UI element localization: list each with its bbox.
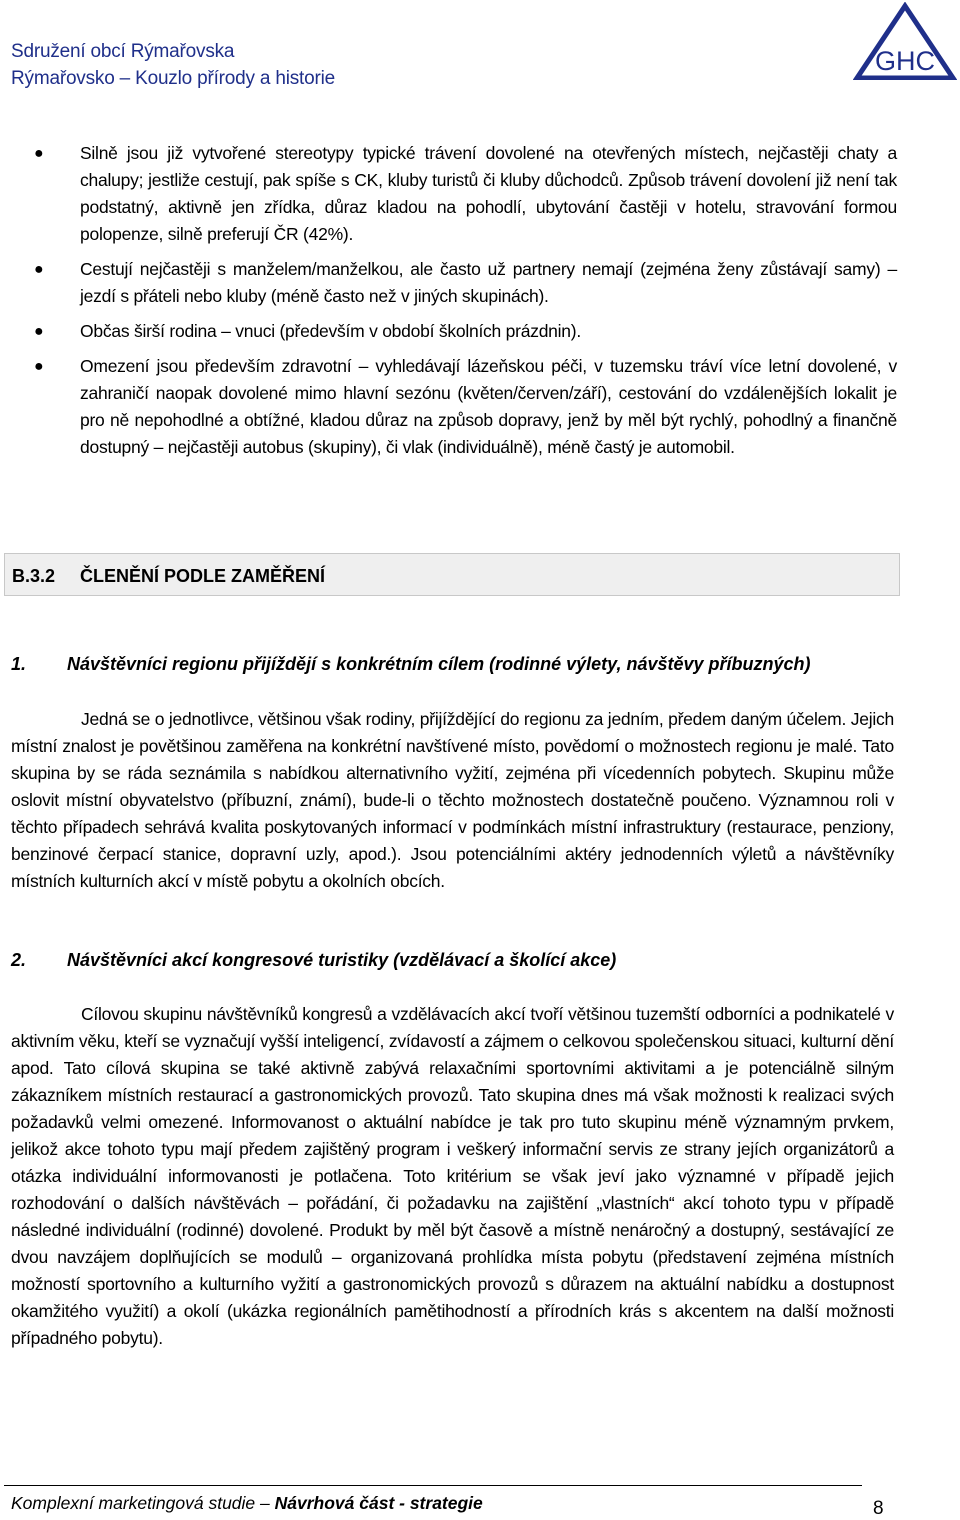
- subsection-title: Návštěvníci akcí kongresové turistiky (vzdělávací a školící akce): [67, 950, 617, 970]
- footer-title-bold: Návrhová část - strategie: [274, 1493, 483, 1513]
- subsection-heading: [11, 654, 811, 675]
- subsection-heading: [11, 950, 616, 971]
- footer-divider: [4, 1485, 862, 1486]
- paragraph: Cílovou skupinu návštěvníků kongresů a vzdělávacích akcí tvoří většinou tuzemští odborníci a podnikatelé v aktivním věku, kteří se vyznačují vyšší inteligencí, zvídavostí a zájmem o celkovou společenskou situaci, kulturní dění apod. Tato cílová skupina se také aktivně zabývá relaxačními sportovními aktivitami a je potenciálně silným zákazníkem místních restaurací a gastronomických provozů. Tato skupina dnes má však možnosti k realizaci svých požadavků velmi omezené. Informovanost o aktuální nabídce je tak pro tuto skupinu méně významným prvkem, jelikož akce tohoto typu mají předem zajištěný program i veškerý informační servis ze strany jejích organizátorů a otázka individuální informovanosti je potlačena. Toto kritérium se však jeví jako významné v případě jejich rozhodování o dalších návštěvách – pořádání, či požadavku na zajištění „vlastních“ akcí tohoto typu v případě následné individuální (rodinné) dovolené. Produkt by měl být časově a místně nenáročný a dostupný, sestávající ze dvou navzájem doplňujících se modulů – organizovaná prohlídka místa pobytu (představení zejména místních možností sportovního a kulturního vyžití a gastronomických provozů s důrazem na aktuální nabídku a dostupnost okamžitého využití) a okolí (ukázka regionálních pamětihodností a přírodních krás s akcentem na další možnosti případného pobytu).: [11, 1004, 894, 1348]
- bullet-text: Občas širší rodina – vnuci (především v období školních prázdnin).: [80, 321, 581, 341]
- ghc-logo: [853, 2, 957, 80]
- bullet-item: [34, 353, 897, 461]
- bullet-icon: ●: [34, 145, 44, 162]
- header-subtitle: Rýmařovsko – Kouzlo přírody a historie: [11, 68, 335, 89]
- bullet-icon: ●: [34, 323, 44, 340]
- bullet-text: Silně jsou již vytvořené stereotypy typické trávení dovolené na otevřených místech, nejčastěji chaty a chalupy; jestliže cestují, pak spíše s CK, kluby turistů či kluby důchodců. Způsob trávení dovolení již není tak podstatný, aktivně jen zřídka, důraz kladou na pohodlí, ubytování častěji v hotelu, stravování formou polopenze, silně preferují ČR (42%).: [80, 143, 897, 244]
- header-organization: Sdružení obcí Rýmařovska: [11, 41, 235, 62]
- bullet-list: [34, 140, 897, 469]
- bullet-item: [34, 256, 897, 310]
- page-number: 8: [873, 1498, 884, 1519]
- bullet-text: Cestují nejčastěji s manželem/manželkou, ale často už partnery nemají (zejména ženy zůstávají samy) – jezdí s přáteli nebo kluby (méně často než v jiných skupinách).: [80, 259, 897, 306]
- subsection-number: 1.: [11, 654, 27, 674]
- bullet-text: Omezení jsou především zdravotní – vyhledávají lázeňskou péči, v tuzemsku tráví více letní dovolené, v zahraničí naopak dovolené mimo hlavní sezónu (květen/červen/září), cestování do vzdálenějších lokalit je pro ně nepohodlné a obtížné, kladou důraz na způsob dopravy, jenž by měl být rychlý, pohodlný a finančně dostupný – nejčastěji autobus (skupiny), či vlak (individuálně), méně častý je automobil.: [80, 356, 897, 457]
- subsection-title: Návštěvníci regionu přijíždějí s konkrétním cílem (rodinné výlety, návštěvy příbuzných): [67, 654, 811, 674]
- paragraph: Jedná se o jednotlivce, většinou však rodiny, přijíždějící do regionu za jedním, předem daným účelem. Jejich místní znalost je povětšinou zaměřena na konkrétní navštívené místo, povědomí o možnostech regionu je malé. Tato skupina by se ráda seznámila s nabídkou alternativního vyžití, zejména při vícedenních pobytech. Skupinu může oslovit místní obyvatelstvo (příbuzní, známí), bude-li o těchto možnostech dostatečně poučeno. Významnou roli v těchto případech sehrává kvalita poskytovaných informací v podmínkách místní infrastruktury (restaurace, penziony, benzinové čerpací stanice, dopravní uzly, apod.). Jsou potenciálními aktéry jednodenních výletů a návštěvníky místních kulturních akcí v místě pobytu a okolních obcích.: [11, 709, 894, 891]
- bullet-item: [34, 140, 897, 248]
- footer-title-normal: Komplexní marketingová studie –: [11, 1493, 275, 1513]
- section-number: B.3.2: [12, 566, 56, 586]
- footer-title: [11, 1493, 483, 1514]
- section-title: ČLENĚNÍ PODLE ZAMĚŘENÍ: [80, 566, 326, 586]
- bullet-item: [34, 318, 897, 345]
- subsection-number: 2.: [11, 950, 27, 970]
- logo-text: GHC: [875, 46, 935, 76]
- bullet-icon: ●: [34, 358, 44, 375]
- section-heading: [4, 553, 900, 596]
- bullet-icon: ●: [34, 261, 44, 278]
